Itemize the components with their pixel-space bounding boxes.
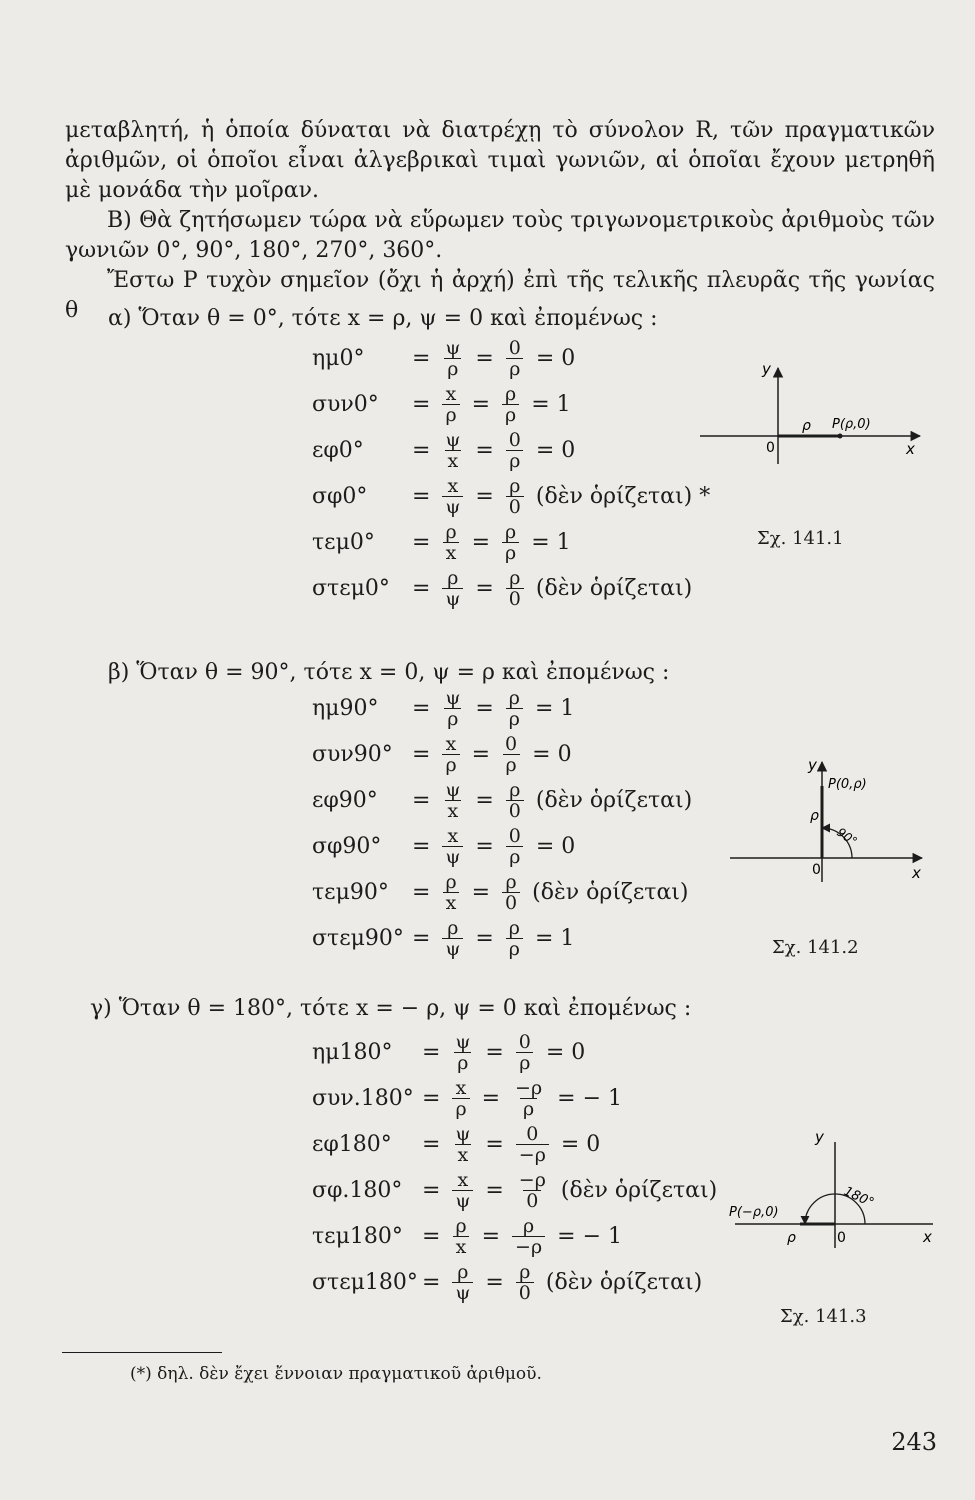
numerator: 0 — [526, 1122, 539, 1145]
equals-sign: = — [475, 345, 494, 371]
fraction-value — [506, 568, 524, 609]
figure-141-3-caption: Σχ. 141.3 — [780, 1306, 867, 1327]
y-label: y — [762, 360, 771, 378]
denominator: 0 — [516, 1282, 534, 1303]
denominator: ρ — [520, 1098, 537, 1119]
equation-row — [312, 428, 575, 472]
fraction-definition — [452, 1124, 473, 1165]
footnote: (*) δηλ. δὲν ἔχει ἔννοιαν πραγματικοῦ ἀριθμοῦ. — [130, 1364, 542, 1384]
fraction-definition — [442, 918, 463, 959]
fraction-definition — [442, 826, 463, 867]
denominator: ρ — [516, 1052, 533, 1073]
equation-row — [312, 1076, 622, 1120]
numerator: x — [445, 382, 457, 405]
equals-sign: = — [471, 529, 491, 555]
equals-sign: = — [412, 575, 431, 601]
figure-141-1 — [700, 360, 930, 470]
function-label: σφ.180° — [312, 1177, 403, 1203]
denominator: 0 — [506, 588, 524, 609]
equals-sign: = — [412, 741, 431, 767]
fraction-definition — [442, 476, 463, 517]
function-label: ημ180° — [312, 1039, 393, 1065]
numerator: x — [447, 474, 459, 497]
fraction-value — [502, 522, 519, 563]
fraction-definition — [442, 338, 463, 379]
fraction-value — [506, 918, 523, 959]
figure-141-3 — [725, 1130, 940, 1250]
figure-141-2 — [730, 758, 930, 888]
equation-row — [312, 732, 572, 776]
fraction-definition — [452, 1032, 473, 1073]
equals-sign: = — [412, 529, 431, 555]
function-label: τεμ0° — [312, 529, 375, 555]
denominator: ρ — [506, 846, 523, 867]
numerator: ρ — [509, 474, 521, 497]
numerator: x — [447, 824, 459, 847]
numerator: ψ — [445, 686, 461, 709]
equation-row — [312, 686, 574, 730]
equation-row — [312, 916, 574, 960]
rho-label: ρ — [810, 808, 819, 824]
equals-sign: = — [412, 437, 431, 463]
equals-sign: = — [412, 483, 431, 509]
denominator: 0 — [523, 1190, 541, 1211]
function-label: σφ0° — [312, 483, 368, 509]
function-label: εφ90° — [312, 787, 378, 813]
result: = 1 — [534, 695, 575, 721]
intro-line-3: Ἔστω Ρ τυχὸν σημεῖον (ὄχι ἡ ἀρχή) ἐπὶ τῆς τελικῆς πλευρᾶς τῆς γωνίας θ — [65, 268, 935, 323]
y-label: y — [808, 758, 817, 774]
fraction-definition — [452, 1262, 473, 1303]
fraction-value — [502, 384, 519, 425]
fraction-value — [516, 1170, 549, 1211]
fraction-definition — [442, 780, 463, 821]
origin-label: 0 — [766, 440, 775, 456]
denominator: ρ — [506, 938, 523, 959]
function-label: σφ90° — [312, 833, 382, 859]
result: = − 1 — [557, 1223, 622, 1249]
result: (δὲν ὁρίζεται) * — [535, 483, 711, 509]
point-label: P(0,ρ) — [828, 777, 867, 792]
fraction-value — [516, 1262, 534, 1303]
denominator: x — [443, 542, 460, 563]
page-number: 243 — [891, 1428, 937, 1456]
denominator: ρ — [444, 708, 461, 729]
denominator: ρ — [502, 542, 519, 563]
result: (δὲν ὁρίζεται) — [545, 1269, 703, 1295]
result: = 1 — [531, 391, 571, 417]
point-label: P(ρ,0) — [832, 417, 871, 432]
result: = 0 — [535, 437, 576, 463]
origin-label: 0 — [837, 1230, 846, 1246]
fraction-value — [506, 688, 523, 729]
y-label: y — [815, 1130, 824, 1146]
equals-sign: = — [412, 695, 431, 721]
result: = 0 — [560, 1131, 601, 1157]
result: (δὲν ὁρίζεται) — [535, 575, 693, 601]
fraction-value — [506, 430, 524, 471]
equals-sign: = — [475, 437, 494, 463]
numerator: x — [455, 1076, 467, 1099]
figure-141-2-caption: Σχ. 141.2 — [772, 937, 859, 958]
equation-row — [312, 1168, 717, 1212]
fraction-definition — [442, 734, 459, 775]
result: = 1 — [531, 529, 571, 555]
numerator: ρ — [445, 520, 457, 543]
fraction-value — [502, 734, 520, 775]
intro-line-1: μεταβλητή, ἡ ὁποία δύναται νὰ διατρέχῃ τὸ σύνολον R, τῶν πραγματικῶν ἀριθμῶν, οἱ ὁποῖοι εἶναι ἀλγεβρικαὶ τιμαὶ γωνιῶν, αἱ ὁποῖαι ἔχουν μετρηθῆ μὲ μονάδα τὴν μοῖραν. — [65, 118, 935, 203]
fraction-definition — [452, 1170, 473, 1211]
angle-label: 180° — [841, 1184, 877, 1211]
fraction-value — [502, 872, 520, 913]
denominator: −ρ — [512, 1236, 545, 1257]
point-p — [838, 434, 843, 439]
denominator: ρ — [454, 1052, 471, 1073]
denominator: ρ — [452, 1098, 469, 1119]
fraction-definition — [442, 522, 459, 563]
result: = 0 — [535, 345, 576, 371]
denominator: 0 — [506, 800, 524, 821]
numerator: ψ — [445, 336, 461, 359]
numerator: 0 — [508, 428, 521, 451]
function-label: στεμ0° — [312, 575, 390, 601]
equals-sign: = — [485, 1177, 504, 1203]
fraction-value — [506, 338, 524, 379]
numerator: 0 — [518, 1030, 531, 1053]
function-label: τεμ90° — [312, 879, 389, 905]
numerator: ρ — [447, 916, 459, 939]
fraction-value — [516, 1032, 534, 1073]
numerator: −ρ — [518, 1168, 546, 1191]
equals-sign: = — [481, 1085, 501, 1111]
equals-sign: = — [475, 787, 494, 813]
function-label: ημ0° — [312, 345, 365, 371]
intro-text — [65, 116, 935, 326]
numerator: 0 — [508, 336, 521, 359]
fraction-definition — [442, 688, 463, 729]
denominator: ρ — [503, 754, 520, 775]
numerator: ρ — [509, 566, 521, 589]
fraction-definition — [442, 384, 459, 425]
equation-row — [312, 1122, 600, 1166]
equals-sign: = — [471, 879, 491, 905]
equation-row — [312, 520, 571, 564]
numerator: ρ — [508, 686, 520, 709]
fraction-value — [506, 780, 524, 821]
denominator: 0 — [506, 496, 524, 517]
function-label: εφ0° — [312, 437, 364, 463]
point-label: P(−ρ,0) — [729, 1205, 779, 1220]
denominator: ψ — [442, 938, 463, 959]
equals-sign: = — [475, 483, 494, 509]
fraction-definition — [442, 568, 463, 609]
fraction-definition — [442, 872, 459, 913]
function-label: ημ90° — [312, 695, 379, 721]
equals-sign: = — [422, 1177, 441, 1203]
equation-row — [312, 824, 575, 868]
result: = 0 — [532, 741, 572, 767]
x-label: x — [906, 440, 915, 458]
equals-sign: = — [422, 1131, 441, 1157]
equals-sign: = — [485, 1039, 504, 1065]
fraction-value — [512, 1216, 545, 1257]
case-a-heading: α) Ὅταν θ = 0°, τότε x = ρ, ψ = 0 καὶ ἐπομένως : — [108, 306, 658, 331]
equals-sign: = — [412, 879, 431, 905]
denominator: x — [455, 1144, 472, 1165]
result: = 0 — [545, 1039, 586, 1065]
equation-row — [312, 382, 571, 426]
equals-sign: = — [422, 1085, 441, 1111]
result: (δὲν ὁρίζεται) — [560, 1177, 718, 1203]
denominator: ψ — [452, 1190, 473, 1211]
denominator: ρ — [502, 404, 519, 425]
numerator: ψ — [455, 1030, 471, 1053]
fraction-value — [506, 476, 524, 517]
function-label: στεμ90° — [312, 925, 404, 951]
denominator: x — [443, 892, 460, 913]
numerator: ρ — [445, 870, 457, 893]
fraction-definition — [442, 430, 463, 471]
equals-sign: = — [422, 1039, 441, 1065]
result: = 1 — [534, 925, 575, 951]
equals-sign: = — [412, 787, 431, 813]
equals-sign: = — [481, 1223, 501, 1249]
equals-sign: = — [475, 925, 494, 951]
denominator: ρ — [506, 358, 523, 379]
numerator: ψ — [445, 778, 461, 801]
equals-sign: = — [422, 1223, 441, 1249]
case-c-heading: γ) Ὅταν θ = 180°, τότε x = − ρ, ψ = 0 καὶ ἐπομένως : — [90, 996, 692, 1021]
rho-label: ρ — [802, 418, 811, 434]
fraction-definition — [452, 1216, 469, 1257]
fraction-value — [506, 826, 524, 867]
fraction-value — [516, 1124, 549, 1165]
denominator: x — [445, 450, 462, 471]
numerator: x — [457, 1168, 469, 1191]
equation-row — [312, 1030, 585, 1074]
result: (δὲν ὁρίζεται) — [535, 787, 693, 813]
equals-sign: = — [485, 1131, 504, 1157]
denominator: ρ — [444, 358, 461, 379]
equals-sign: = — [475, 695, 494, 721]
denominator: ψ — [442, 846, 463, 867]
numerator: ρ — [505, 520, 517, 543]
equation-row — [312, 870, 689, 914]
numerator: ρ — [519, 1260, 531, 1283]
numerator: ρ — [505, 382, 517, 405]
equals-sign: = — [471, 391, 491, 417]
numerator: ρ — [505, 870, 517, 893]
equals-sign: = — [412, 925, 431, 951]
intro-line-2: Β) Θὰ ζητήσωμεν τώρα νὰ εὕρωμεν τοὺς τριγωνομετρικοὺς ἀριθμοὺς τῶν γωνιῶν 0°, 90°, 180°, 270°, 360°. — [65, 208, 935, 263]
denominator: ψ — [442, 496, 463, 517]
equation-row — [312, 1260, 702, 1304]
figure-141-1-caption: Σχ. 141.1 — [757, 528, 844, 549]
numerator: ρ — [457, 1260, 469, 1283]
equals-sign: = — [471, 741, 491, 767]
numerator: x — [445, 732, 457, 755]
equation-row — [312, 474, 710, 518]
denominator: ρ — [506, 450, 523, 471]
equation-row — [312, 566, 692, 610]
fraction-value — [512, 1078, 545, 1119]
numerator: ρ — [523, 1214, 535, 1237]
fraction-definition — [452, 1078, 469, 1119]
denominator: 0 — [502, 892, 520, 913]
footnote-rule — [62, 1352, 222, 1353]
origin-label: 0 — [812, 862, 821, 878]
numerator: ρ — [447, 566, 459, 589]
numerator: 0 — [505, 732, 518, 755]
numerator: ρ — [508, 916, 520, 939]
equals-sign: = — [485, 1269, 504, 1295]
denominator: x — [445, 800, 462, 821]
function-label: στεμ180° — [312, 1269, 418, 1295]
equation-row — [312, 336, 575, 380]
result: = 0 — [535, 833, 576, 859]
function-label: εφ180° — [312, 1131, 392, 1157]
equals-sign: = — [475, 575, 494, 601]
denominator: ρ — [442, 754, 459, 775]
denominator: ρ — [506, 708, 523, 729]
numerator: ψ — [445, 428, 461, 451]
equals-sign: = — [475, 833, 494, 859]
function-label: συν0° — [312, 391, 379, 417]
numerator: −ρ — [515, 1076, 543, 1099]
function-label: τεμ180° — [312, 1223, 403, 1249]
denominator: ρ — [442, 404, 459, 425]
numerator: ψ — [455, 1122, 471, 1145]
denominator: −ρ — [516, 1144, 549, 1165]
function-label: συν.180° — [312, 1085, 414, 1111]
equals-sign: = — [422, 1269, 441, 1295]
denominator: ψ — [442, 588, 463, 609]
equation-row — [312, 778, 692, 822]
function-label: συν90° — [312, 741, 393, 767]
rho-label: ρ — [787, 1230, 796, 1246]
result: (δὲν ὁρίζεται) — [532, 879, 689, 905]
numerator: ρ — [509, 778, 521, 801]
x-label: x — [912, 864, 921, 882]
equals-sign: = — [412, 391, 431, 417]
angle-label: 90° — [834, 824, 860, 849]
equation-row — [312, 1214, 622, 1258]
numerator: 0 — [508, 824, 521, 847]
result: = − 1 — [557, 1085, 622, 1111]
denominator: ψ — [452, 1282, 473, 1303]
x-label: x — [923, 1228, 932, 1246]
denominator: x — [453, 1236, 470, 1257]
equals-sign: = — [412, 345, 431, 371]
numerator: ρ — [455, 1214, 467, 1237]
equals-sign: = — [412, 833, 431, 859]
case-b-heading: β) Ὅταν θ = 90°, τότε x = 0, ψ = ρ καὶ ἐπομένως : — [108, 660, 670, 685]
